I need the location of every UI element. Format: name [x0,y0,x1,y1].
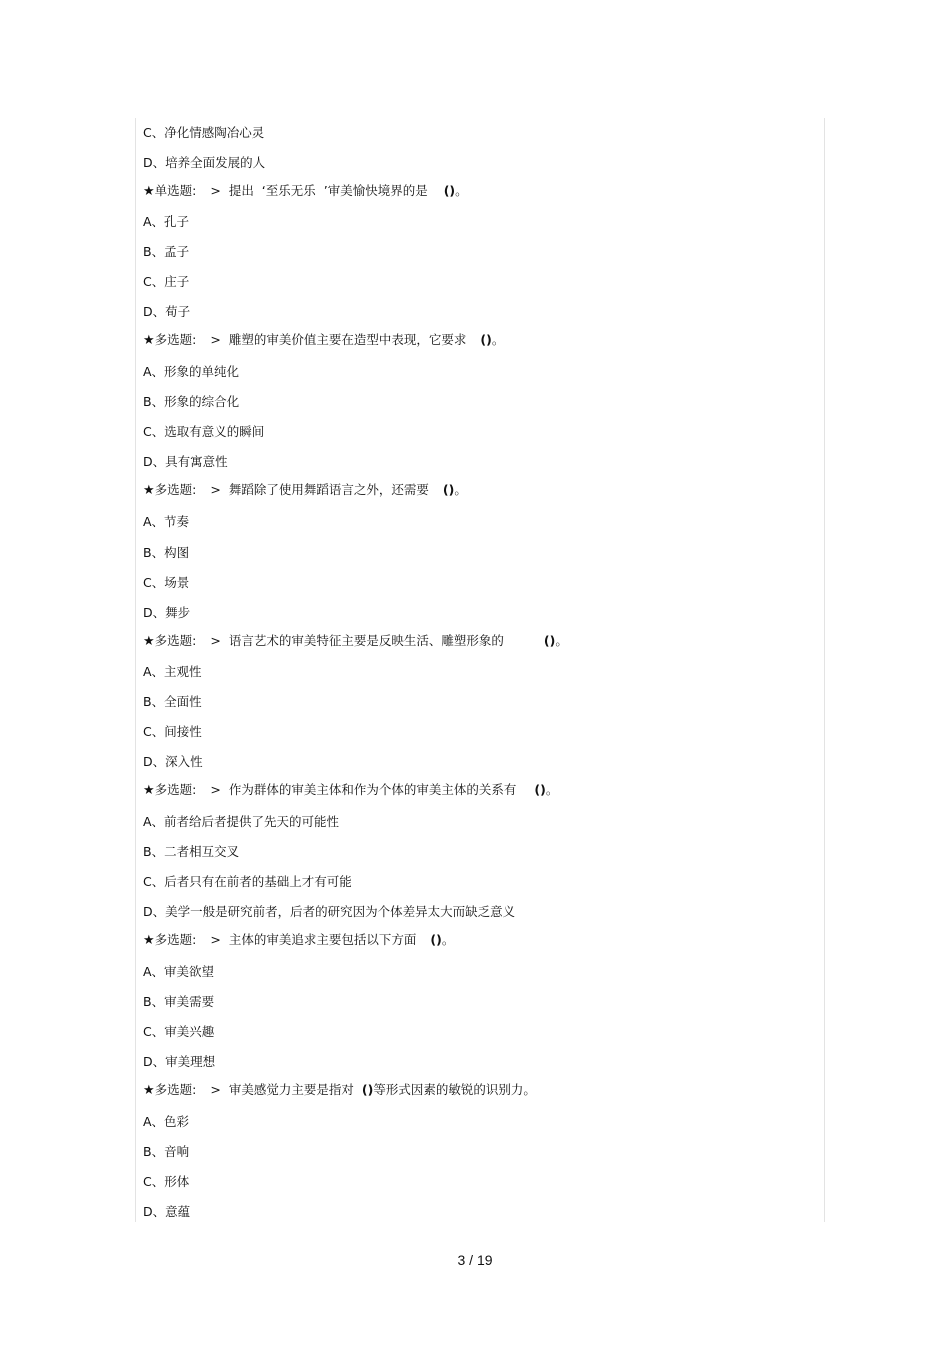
star-icon: ★ [143,184,155,199]
answer-option: B、形象的综合化 [143,394,240,409]
answer-option: D、意蕴 [143,1204,191,1219]
answer-option: D、美学一般是研究前者，后者的研究因为个体差异太大而缺乏意义 [143,904,516,919]
answer-option: C、选取有意义的瞬间 [143,424,265,439]
question-type: 多选题: [154,1082,197,1097]
arrow-icon: > [210,782,221,797]
arrow-icon: > [210,1082,221,1097]
question-type: 多选题: [154,332,197,347]
question-tail: 。 [555,633,568,648]
question-type: 单选题: [154,183,197,198]
question-type: 多选题: [154,633,197,648]
answer-option: A、孔子 [143,214,190,229]
answer-blank: () [480,332,492,347]
question-stem [143,782,558,799]
answer-option: A、审美欲望 [143,964,215,979]
answer-option: B、全面性 [143,694,202,709]
answer-option: D、培养全面发展的人 [143,155,266,170]
answer-blank: () [430,932,442,947]
answer-option: D、荀子 [143,304,191,319]
question-tail: 。 [491,332,505,347]
answer-option: C、形体 [143,1174,190,1189]
answer-option: A、主观性 [143,664,202,679]
answer-option: D、审美理想 [143,1054,216,1069]
answer-option: D、深入性 [143,754,203,769]
answer-option: C、审美兴趣 [143,1024,215,1039]
answer-option: A、色彩 [143,1114,190,1129]
star-icon: ★ [143,783,155,798]
question-tail: 等形式因素的敏锐的识别力。 [373,1082,536,1097]
answer-option: C、庄子 [143,274,190,289]
answer-option: B、孟子 [143,244,190,259]
question-stem [143,183,468,200]
question-text: 语言艺术的审美特征主要是反映生活、雕塑形象的 [228,633,504,648]
answer-option: B、审美需要 [143,994,215,1009]
question-type: 多选题: [154,932,197,947]
question-text: 审美感觉力主要是指对 [228,1082,354,1097]
star-icon: ★ [143,333,155,348]
star-icon: ★ [143,1083,155,1098]
answer-blank: () [443,183,456,198]
answer-option: B、构图 [143,545,190,560]
question-tail: 。 [455,183,468,198]
question-type: 多选题: [154,482,197,497]
question-tail: 。 [545,782,559,797]
answer-option: D、舞步 [143,605,191,620]
star-icon: ★ [143,634,155,649]
content-frame [135,118,825,1222]
arrow-icon: > [210,633,221,648]
star-icon: ★ [143,933,155,948]
answer-blank: () [442,482,455,497]
question-type: 多选题: [154,782,197,797]
answer-option: C、间接性 [143,724,202,739]
arrow-icon: > [210,482,221,497]
answer-option: C、场景 [143,575,190,590]
question-tail: 。 [454,482,467,497]
answer-option: A、节奏 [143,514,190,529]
answer-option: C、后者只有在前者的基础上才有可能 [143,874,352,889]
question-text: 舞蹈除了使用舞蹈语言之外，还需要 [228,482,429,497]
question-text: 作为群体的审美主体和作为个体的审美主体的关系有 [228,782,517,797]
question-stem [143,332,504,349]
answer-blank: () [543,633,556,648]
answer-blank: () [361,1082,374,1097]
question-stem [143,1082,536,1099]
answer-option: B、音响 [143,1144,190,1159]
arrow-icon: > [210,332,221,347]
answer-option: D、具有寓意性 [143,454,228,469]
page-number: 3 / 19 [457,1252,493,1268]
arrow-icon: > [210,183,221,198]
question-stem [143,633,568,650]
answer-option: C、净化情感陶冶心灵 [143,125,265,140]
star-icon: ★ [143,483,155,498]
answer-option: B、二者相互交叉 [143,844,240,859]
arrow-icon: > [210,932,221,947]
answer-option: A、形象的单纯化 [143,364,240,379]
answer-option: A、前者给后者提供了先天的可能性 [143,814,340,829]
question-text: 雕塑的审美价值主要在造型中表现，它要求 [228,332,467,347]
question-stem [143,482,467,499]
answer-blank: () [534,782,546,797]
question-text: 主体的审美追求主要包括以下方面 [228,932,417,947]
question-text: 提出 ‘至乐无乐 ’审美愉快境界的是 [228,183,428,198]
question-stem [143,932,454,949]
question-tail: 。 [441,932,455,947]
